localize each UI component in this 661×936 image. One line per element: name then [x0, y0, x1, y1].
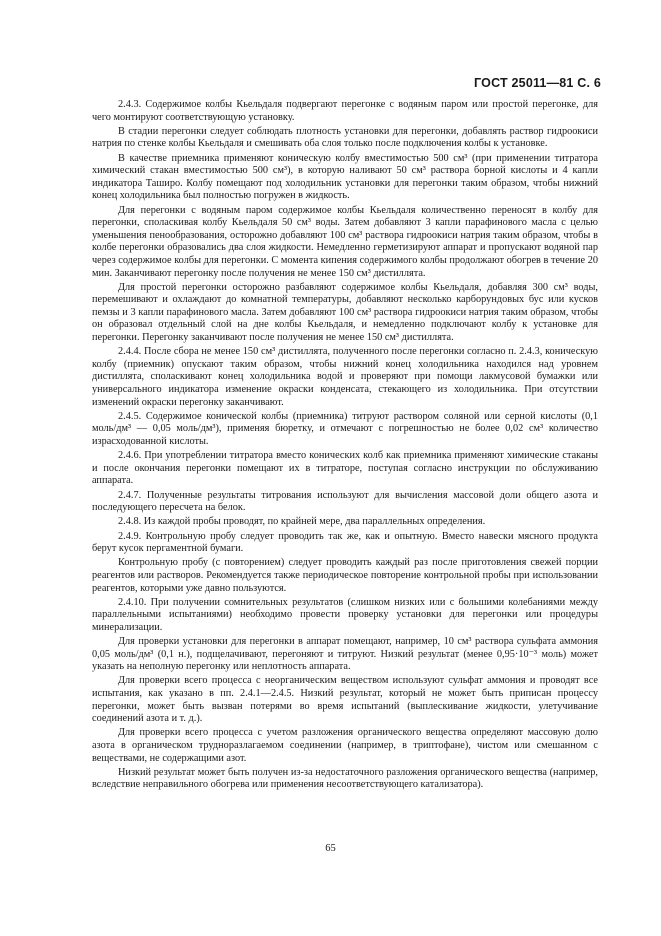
paragraph: 2.4.7. Полученные результаты титрования используют для вычисления массовой доли общего азота и последующего пересчета на белок.: [92, 489, 598, 514]
paragraph: Контрольную пробу (с повторением) следует проводить каждый раз после приготовления свежей порции реагентов или растворов. Рекомендуется также периодическое повторение контрольной пробы при использовании реагентов, которыми уже давно пользуются.: [92, 557, 598, 594]
paragraph: Для перегонки с водяным паром содержимое колбы Кьельдаля количественно переносят в колбу для перегонки, споласкивая колбу Кьельдаля 50 см³ воды. Затем добавляют 3 капли парафинового масла с целью уменьшения пенообразования, осторожно добавляют 100 см³ раствора гидроокиси натрия таким образом, чтобы в колбе перегонки образовались два слоя жидкости. Немедленно герметизируют аппарат и пропускают водяной пар через содержимое колбы для перегонки. С момента кипения содержимого колбы продолжают обогрев в течение 20 мин. Заканчивают перегонку после получения не менее 150 см³ дистиллята.: [92, 204, 598, 279]
paragraph: Для проверки установки для перегонки в аппарат помещают, например, 10 см³ раствора сульфата аммония 0,05 моль/дм³ (0,1 н.), подщелачивают, перегоняют и титруют. Низкий результат (менее 0,95·10⁻³ моль) может указать на неполную перегонку или неплотность аппарата.: [92, 636, 598, 673]
paragraph: 2.4.4. После сбора не менее 150 см³ дистиллята, полученного после перегонки согласно п. 2.4.3, коническую колбу (приемник) опускают таким образом, чтобы нижний конец холодильника находился над уровнем дистиллята, споласкивают конец холодильника водой и проверяют при помощи лакмусовой бумажки или универсального индикатора изменение окраски конденсата, стекающего из холодильника. При отсутствии изменений окраски перегонку заканчивают.: [92, 346, 598, 408]
paragraph: Для простой перегонки осторожно разбавляют содержимое колбы Кьельдаля, добавляя 300 см³ воды, перемешивают и охлаждают до комнатной температуры, добавляют несколько карборундовых бус или кусков пемзы и 3 капли парафинового масла. Затем добавляют 100 см³ раствора гидроокиси натрия таким образом, чтобы он образовал отдельный слой на дне колбы Кьельдаля, и немедленно подключают колбу к установке для перегонки. Перегонку заканчивают после получения не менее 150 см³ дистиллята.: [92, 281, 598, 344]
paragraph: Для проверки всего процесса с учетом разложения органического вещества определяют массовую долю азота в органическом трудноразлагаемом соединении (например, в триптофане), чистом или смешанном с веществами, не содержащими азот.: [92, 727, 598, 764]
page-header: ГОСТ 25011—81 С. 6: [474, 76, 601, 90]
paragraph: 2.4.6. При употреблении титратора вместо конических колб как приемника применяют химические стаканы и после окончания перегонки помещают их в титраторе, поступая согласно инструкции по обслуживанию аппарата.: [92, 450, 598, 487]
paragraph: 2.4.9. Контрольную пробу следует проводить так же, как и опытную. Вместо навески мясного продукта берут кусок пергаментной бумаги.: [92, 530, 598, 555]
paragraph: В качестве приемника применяют коническую колбу вместимостью 500 см³ (при применении титратора химический стакан вместимостью 500 см³), в которую наливают 50 см³ раствора борной кислоты и 4 капли индикатора Таширо. Колбу помещают под холодильник установки для перегонки таким образом, чтобы нижний конец холодильника был полностью погружен в жидкость.: [92, 152, 598, 202]
paragraph: В стадии перегонки следует соблюдать плотность установки для перегонки, добавлять раствор гидроокиси натрия по стенке колбы Кьельдаля и смешивать оба слоя только после подключения колбы к установке.: [92, 125, 598, 150]
paragraph: 2.4.8. Из каждой пробы проводят, по крайней мере, два параллельных определения.: [118, 516, 486, 528]
paragraph: 2.4.5. Содержимое конической колбы (приемника) титруют раствором соляной или серной кислоты (0,1 моль/дм³ — 0,05 моль/дм³), применяя бюретку, и отмечают с погрешностью не более 0,02 см³ количество израсходованной кислоты.: [92, 410, 598, 447]
body-text: [92, 99, 598, 794]
paragraph: 2.4.3. Содержимое колбы Кьельдаля подвергают перегонке с водяным паром или простой перегонке, для чего монтируют соответствующую установку.: [92, 99, 598, 123]
page-number: 65: [325, 843, 336, 854]
paragraph: Для проверки всего процесса с неорганическим веществом используют сульфат аммония и проводят все испытания, как указано в пп. 2.4.1—2.4.5. Низкий результат, который не может быть приписан процессу перегонки, может быть вызван потерями во время испытаний (выплескивание жидкости, улетучивание соединений азота и т. д.).: [92, 675, 598, 725]
paragraph: 2.4.10. При получении сомнительных результатов (слишком низких или с большими колебаниями между параллельными испытаниями) необходимо провести проверку установки для перегонки или процедуры минерализации.: [92, 596, 598, 633]
paragraph: Низкий результат может быть получен из-за недостаточного разложения органического вещества (например, вследствие неправильного обогрева или применения несоответствующего катализатора).: [92, 766, 598, 791]
